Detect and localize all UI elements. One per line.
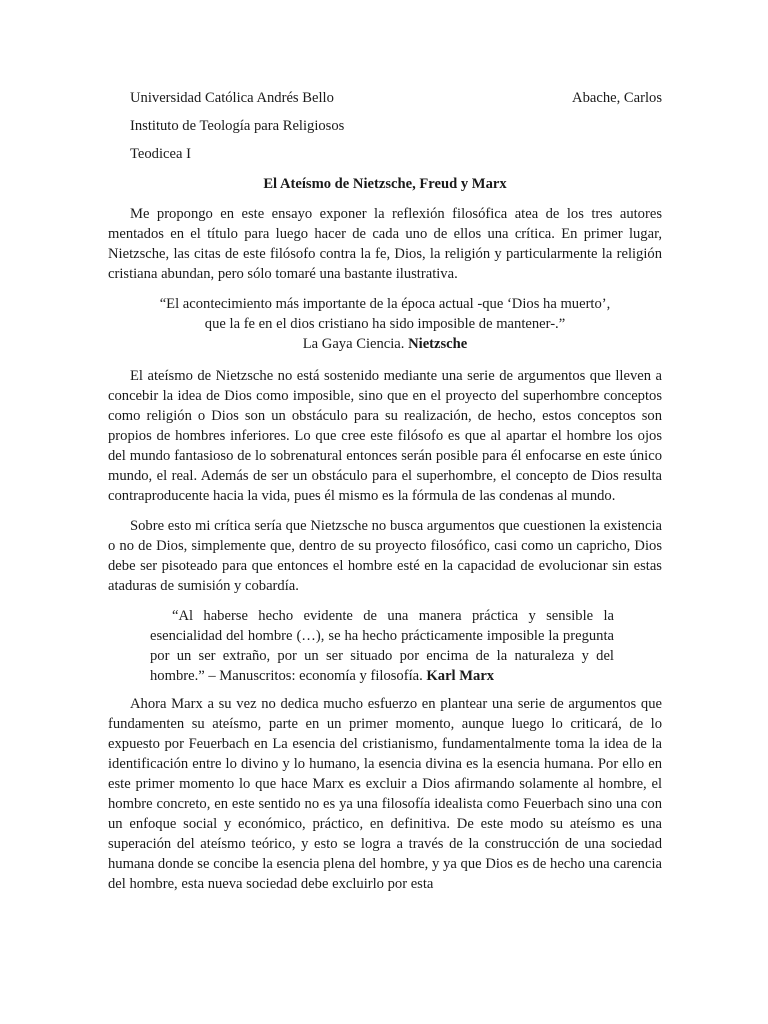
institute-name: Instituto de Teología para Religiosos <box>130 118 345 134</box>
quote-nietzsche-source: La Gaya Ciencia. <box>302 336 405 352</box>
header-row <box>108 88 662 108</box>
quote-marx-author: Karl Marx <box>426 668 495 684</box>
author-name: Abache, Carlos <box>572 90 662 106</box>
paragraph-nietzsche: El ateísmo de Nietzsche no está sostenido mediante una serie de argumentos que lleven a concebir la idea de Dios como imposible, sino que en el proyecto del superhombre conceptos como religión o Dios son un obstáculo para su realización, de hecho, estos conceptos son propios de hombres inferiores. Lo que cree este filósofo es que al apartar el hombre los ojos del mundo fantasioso de lo sobrenatural entonces serán posible para él enfocarse en este único mundo, el real. Además de ser un obstáculo para el superhombre, el concepto de Dios resulta contraproducente hacia la vida, pues él mismo es la fórmula de las condenas al mundo. <box>108 368 662 504</box>
quote-marx <box>108 606 662 686</box>
quote-nietzsche-author: Nietzsche <box>408 336 468 352</box>
paragraph-critique: Sobre esto mi crítica sería que Nietzsche no busca argumentos que cuestionen la existencia o no de Dios, simplemente que, dentro de su proyecto filosófico, casi como un capricho, Dios debe ser pisoteado para que entonces el hombre esté en la capacidad de evolucionar sin estas ataduras de sumisión y cobardía. <box>108 518 662 594</box>
quote-nietzsche <box>108 294 662 354</box>
quote-marx-body <box>150 606 614 686</box>
document-page <box>108 88 662 904</box>
course-name: Teodicea I <box>130 146 191 162</box>
paragraph-intro: Me propongo en este ensayo exponer la reflexión filosófica atea de los tres autores mentados en el título para luego hacer de cada uno de ellos una crítica. En primer lugar, Nietzsche, las citas de este filósofo contra la fe, Dios, la religión y particularmente la religión cristiana abundan, pero sólo tomaré una bastante ilustrativa. <box>108 206 662 282</box>
university-name: Universidad Católica Andrés Bello <box>130 90 334 106</box>
essay-title: El Ateísmo de Nietzsche, Freud y Marx <box>263 176 507 192</box>
quote-marx-text: “Al haberse hecho evidente de una manera práctica y sensible la esencialidad del hombre (…), se ha hecho prácticamente imposible la pregunta por un ser extraño, por un ser situado por encima de la naturaleza y del hombre.” – Manuscritos: economía y filosofía. <box>150 608 614 684</box>
quote-nietzsche-text: “El acontecimiento más importante de la época actual -que ‘Dios ha muerto’, que la fe en el dios cristiano ha sido imposible de mantener-.” <box>159 296 611 332</box>
paragraph-marx: Ahora Marx a su vez no dedica mucho esfuerzo en plantear una serie de argumentos que fundamenten su ateísmo, parte en un primer momento, aunque luego lo criticará, de lo expuesto por Feuerbach en La esencia del cristianismo, fundamentalmente toma la idea de la identificación entre lo divino y lo humano, la esencia divina es la esencia humana. Por ello en este primer momento lo que hace Marx es excluir a Dios afirmando solamente al hombre, el hombre concreto, en este sentido no es ya una filosofía idealista como Feuerbach sino una con un enfoque social y económico, práctico, en definitiva. De este modo su ateísmo es una superación del ateísmo teórico, y esto se logra a través de la construcción de una sociedad humana donde se concibe la esencia plena del hombre, y ya que Dios es de hecho una carencia del hombre, esta nueva sociedad debe excluirlo por esta <box>108 696 662 892</box>
